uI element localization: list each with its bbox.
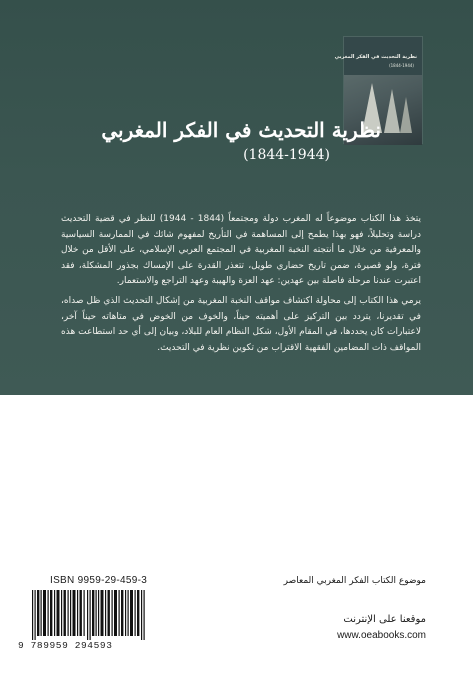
- book-years: (1844-1944): [243, 147, 330, 163]
- isbn-label: ISBN 9959-29-459-3: [50, 575, 148, 586]
- book-title: نظرية التحديث في الفكر المغربي: [101, 118, 381, 142]
- barcode-digits: 9 789959 294593: [18, 640, 113, 651]
- thumbnail-header: [334, 37, 422, 75]
- sculpture-shape: [400, 97, 412, 133]
- thumbnail-years: (1844-1944): [389, 63, 414, 68]
- thumbnail-title: نظرية التحديث في الفكر المغربي: [334, 54, 417, 60]
- website-url: www.oeabooks.com: [337, 630, 426, 641]
- description-paragraph: يرمي هذا الكتاب إلى محاولة اكتشاف مواقف النخبة المغربية من إشكال التحديث الذي ظل صداه، في تقديرنا، يتردد بين التركيز على أهميته حيناً، والخوف من الخوض في متاهاته حيناً آخر، لاعتبارات كان يحددها، في المقام الأول، شكل النظام العام للبلاد، وبيان إلى أي حد استطاعت هذه المواقف ذات المضامين الفقهية الاقتراب من تكوين نظرية في التحديث.: [61, 296, 421, 353]
- book-subject: موضوع الكتاب الفكر المغربي المعاصر: [283, 576, 426, 586]
- barcode: [30, 590, 148, 640]
- website-label: موقعنا على الإنترنت: [343, 614, 426, 625]
- sculpture-shape: [384, 89, 400, 133]
- description-paragraph: يتخذ هذا الكتاب موضوعاً له المغرب دولة ومجتمعاً (1844 - 1944) للنظر في قضية التحديث دراسة وتحليلاً، فهو بهذا يطمح إلى المساهمة في التأريخ لمفهوم شائك في الممارسة السياسية والمعرفية من خلال ما أنتجته النخبة المغربية في المجتمع العربي الإسلامي، على الأقل من خلال فترة، ولو قصيرة، ضمن تاريخ حضاري طويل، تتعذر القدرة على الإمساك بجذور المشكلة، فقد اعتبرت عندنا مرحلة فاصلة بين عهدين: عهد العزة والهيبة وعهد التراجع والاستعمار.: [61, 214, 421, 286]
